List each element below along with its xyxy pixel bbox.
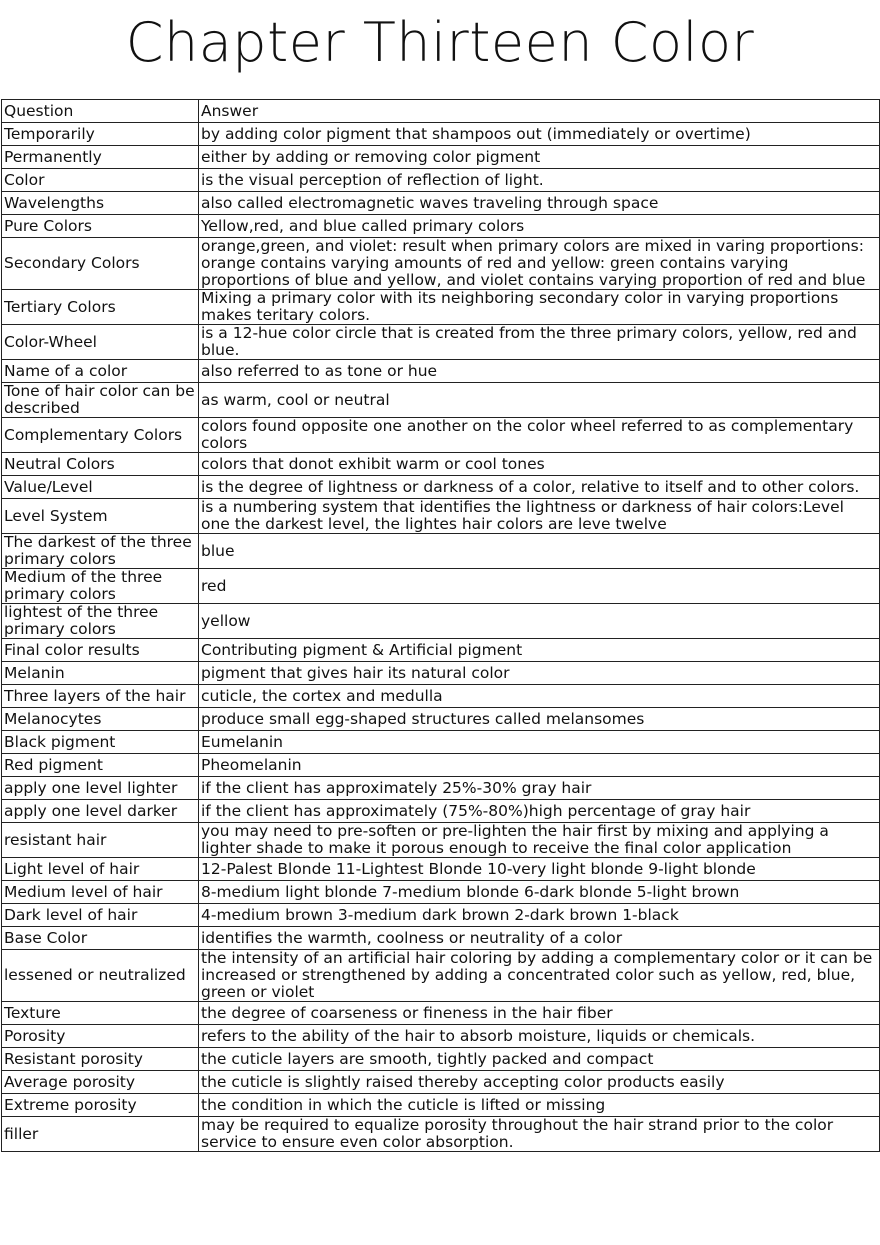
answer-cell: the cuticle is slightly raised thereby accepting color products easily	[199, 1071, 880, 1094]
table-row	[2, 1025, 880, 1048]
answer-cell: red	[199, 569, 880, 604]
question-cell: apply one level darker	[2, 800, 199, 823]
table-row	[2, 754, 880, 777]
question-cell: Temporarily	[2, 123, 199, 146]
answer-cell: is the visual perception of reflection of light.	[199, 169, 880, 192]
question-cell: The darkest of the three primary colors	[2, 534, 199, 569]
question-cell: Tertiary Colors	[2, 290, 199, 325]
table-row	[2, 604, 880, 639]
question-cell: Final color results	[2, 639, 199, 662]
answer-cell: 8-medium light blonde 7-medium blonde 6-dark blonde 5-light brown	[199, 881, 880, 904]
answer-cell: also called electromagnetic waves traveling through space	[199, 192, 880, 215]
answer-cell: Pheomelanin	[199, 754, 880, 777]
answer-cell: the condition in which the cuticle is lifted or missing	[199, 1094, 880, 1117]
table-row	[2, 777, 880, 800]
table-row	[2, 800, 880, 823]
question-cell: Medium of the three primary colors	[2, 569, 199, 604]
question-cell: Neutral Colors	[2, 453, 199, 476]
question-cell: Average porosity	[2, 1071, 199, 1094]
answer-cell: also referred to as tone or hue	[199, 360, 880, 383]
header-answer: Answer	[199, 100, 880, 123]
answer-cell: the intensity of an artificial hair coloring by adding a complementary color or it can be increased or strengthened by adding a concentrated color such as yellow, red, blue, green or violet	[199, 950, 880, 1002]
qa-table-body	[2, 100, 880, 1152]
answer-cell: yellow	[199, 604, 880, 639]
table-row	[2, 360, 880, 383]
table-row	[2, 1002, 880, 1025]
answer-cell: by adding color pigment that shampoos out (immediately or overtime)	[199, 123, 880, 146]
table-header-row	[2, 100, 880, 123]
answer-cell: produce small egg-shaped structures called melansomes	[199, 708, 880, 731]
table-row	[2, 927, 880, 950]
question-cell: resistant hair	[2, 823, 199, 858]
question-cell: Red pigment	[2, 754, 199, 777]
table-row	[2, 476, 880, 499]
answer-cell: Contributing pigment & Artificial pigment	[199, 639, 880, 662]
table-row	[2, 215, 880, 238]
question-cell: Three layers of the hair	[2, 685, 199, 708]
question-cell: Complementary Colors	[2, 418, 199, 453]
question-cell: apply one level lighter	[2, 777, 199, 800]
table-row	[2, 858, 880, 881]
table-row	[2, 731, 880, 754]
question-cell: Resistant porosity	[2, 1048, 199, 1071]
table-row	[2, 534, 880, 569]
answer-cell: refers to the ability of the hair to absorb moisture, liquids or chemicals.	[199, 1025, 880, 1048]
answer-cell: blue	[199, 534, 880, 569]
question-cell: Porosity	[2, 1025, 199, 1048]
table-row	[2, 639, 880, 662]
table-row	[2, 169, 880, 192]
question-cell: Level System	[2, 499, 199, 534]
answer-cell: Yellow,red, and blue called primary colors	[199, 215, 880, 238]
table-row	[2, 499, 880, 534]
answer-cell: may be required to equalize porosity throughout the hair strand prior to the color service to ensure even color absorption.	[199, 1117, 880, 1152]
answer-cell: Eumelanin	[199, 731, 880, 754]
table-row	[2, 192, 880, 215]
table-row	[2, 453, 880, 476]
table-row	[2, 383, 880, 418]
answer-cell: is the degree of lightness or darkness of a color, relative to itself and to other colors.	[199, 476, 880, 499]
answer-cell: Mixing a primary color with its neighboring secondary color in varying proportions makes teritary colors.	[199, 290, 880, 325]
answer-cell: cuticle, the cortex and medulla	[199, 685, 880, 708]
table-row	[2, 569, 880, 604]
answer-cell: if the client has approximately 25%-30% gray hair	[199, 777, 880, 800]
answer-cell: is a numbering system that identifies the lightness or darkness of hair colors:Level one the darkest level, the lightes hair colors are leve twelve	[199, 499, 880, 534]
question-cell: Name of a color	[2, 360, 199, 383]
answer-cell: 4-medium brown 3-medium dark brown 2-dark brown 1-black	[199, 904, 880, 927]
table-row	[2, 1117, 880, 1152]
table-row	[2, 904, 880, 927]
question-cell: Black pigment	[2, 731, 199, 754]
table-row	[2, 325, 880, 360]
table-row	[2, 950, 880, 1002]
answer-cell: colors found opposite one another on the color wheel referred to as complementary colors	[199, 418, 880, 453]
answer-cell: is a 12-hue color circle that is created from the three primary colors, yellow, red and blue.	[199, 325, 880, 360]
question-cell: Color	[2, 169, 199, 192]
table-row	[2, 290, 880, 325]
question-cell: Color-Wheel	[2, 325, 199, 360]
question-cell: Secondary Colors	[2, 238, 199, 290]
question-cell: Wavelengths	[2, 192, 199, 215]
question-cell: Pure Colors	[2, 215, 199, 238]
question-cell: Medium level of hair	[2, 881, 199, 904]
table-row	[2, 662, 880, 685]
answer-cell: if the client has approximately (75%-80%)high percentage of gray hair	[199, 800, 880, 823]
answer-cell: as warm, cool or neutral	[199, 383, 880, 418]
answer-cell: the degree of coarseness or fineness in the hair fiber	[199, 1002, 880, 1025]
question-cell: filler	[2, 1117, 199, 1152]
table-row	[2, 1094, 880, 1117]
answer-cell: the cuticle layers are smooth, tightly packed and compact	[199, 1048, 880, 1071]
question-cell: lightest of the three primary colors	[2, 604, 199, 639]
table-row	[2, 881, 880, 904]
answer-cell: you may need to pre-soften or pre-lighten the hair first by mixing and applying a lighter shade to make it porous enough to receive the final color application	[199, 823, 880, 858]
question-cell: Dark level of hair	[2, 904, 199, 927]
table-row	[2, 1048, 880, 1071]
table-row	[2, 238, 880, 290]
question-cell: Tone of hair color can be described	[2, 383, 199, 418]
table-row	[2, 418, 880, 453]
page-title: Chapter Thirteen Color	[125, 11, 755, 74]
table-row	[2, 1071, 880, 1094]
question-cell: Permanently	[2, 146, 199, 169]
header-question: Question	[2, 100, 199, 123]
question-cell: Melanocytes	[2, 708, 199, 731]
table-row	[2, 823, 880, 858]
answer-cell: identifies the warmth, coolness or neutrality of a color	[199, 927, 880, 950]
table-row	[2, 123, 880, 146]
question-cell: Extreme porosity	[2, 1094, 199, 1117]
question-cell: Melanin	[2, 662, 199, 685]
answer-cell: either by adding or removing color pigment	[199, 146, 880, 169]
answer-cell: pigment that gives hair its natural color	[199, 662, 880, 685]
question-cell: Light level of hair	[2, 858, 199, 881]
question-cell: Texture	[2, 1002, 199, 1025]
answer-cell: colors that donot exhibit warm or cool tones	[199, 453, 880, 476]
table-row	[2, 708, 880, 731]
answer-cell: 12-Palest Blonde 11-Lightest Blonde 10-very light blonde 9-light blonde	[199, 858, 880, 881]
question-cell: lessened or neutralized	[2, 950, 199, 1002]
qa-table	[1, 99, 880, 1152]
question-cell: Base Color	[2, 927, 199, 950]
table-row	[2, 685, 880, 708]
question-cell: Value/Level	[2, 476, 199, 499]
answer-cell: orange,green, and violet: result when primary colors are mixed in varing proportions: orange contains varying amounts of red and yellow: green contains varying proportions of blue and yellow, and violet contains varying proportion of red and blue	[199, 238, 880, 290]
table-row	[2, 146, 880, 169]
